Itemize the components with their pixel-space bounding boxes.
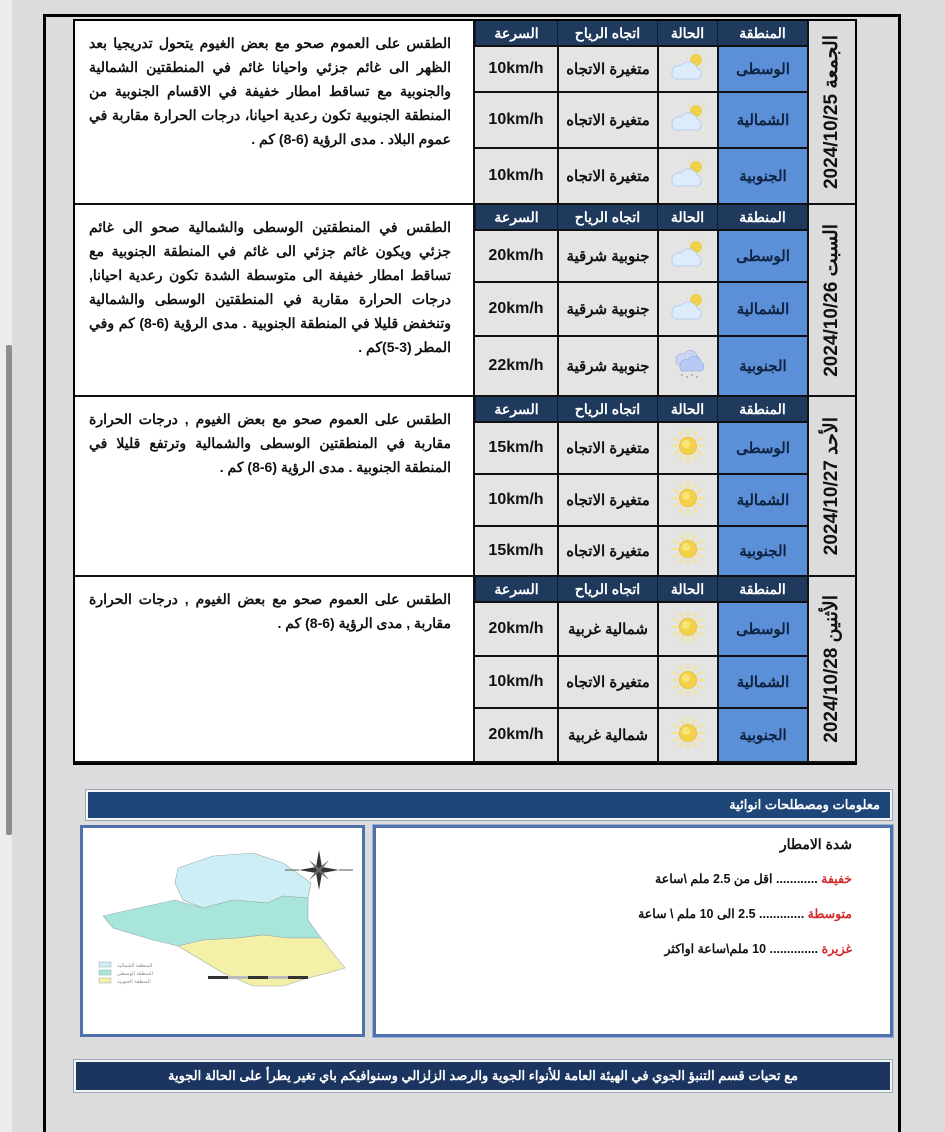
wind-direction-cell: جنوبية شرقية <box>557 283 657 335</box>
map-graphic <box>83 828 362 1034</box>
map-legend <box>99 962 153 985</box>
rain-cloud-icon <box>668 346 708 386</box>
condition-cell <box>657 475 717 525</box>
day-forecast-block <box>75 21 855 205</box>
header-condition: الحالة <box>657 577 717 601</box>
day-date-label: الأحد 2024/10/27 <box>821 416 842 556</box>
legend-south: المنطقة الجنوبية <box>117 979 151 985</box>
sun-icon <box>668 609 708 649</box>
day-forecast-block <box>75 577 855 763</box>
header-condition: الحالة <box>657 205 717 229</box>
day-date-label: السبت 2024/10/26 <box>821 223 842 377</box>
legend-north: المنطقة الشمالية <box>117 963 153 969</box>
partly-cloudy-icon <box>666 236 710 276</box>
wind-speed-cell: 20km/h <box>475 709 557 761</box>
day-description-text: الطقس على العموم صحو مع بعض الغيوم , درجات الحرارة مقاربة في المنطقتين الوسطى والشمالية وترتفع قليلا في المنطقة الجنوبية . مدى الرؤية (6-8) كم . <box>89 411 451 475</box>
table-header-row <box>475 397 807 421</box>
info-section <box>46 777 898 1057</box>
wind-direction-cell: شمالية غربية <box>557 603 657 655</box>
condition-cell <box>657 231 717 281</box>
condition-cell <box>657 93 717 147</box>
table-row <box>475 525 807 575</box>
header-speed: السرعة <box>475 397 557 421</box>
header-region: المنطقة <box>717 397 807 421</box>
header-region: المنطقة <box>717 21 807 45</box>
wind-speed-cell: 10km/h <box>475 149 557 203</box>
day-description-text: الطقس على العموم صحو مع بعض الغيوم يتحول تدريجيا بعد الظهر الى غائم جزئي واحيانا غائم في المنطقتين الشمالية والجنوبية مع تساقط امطار خفيفة في الاقسام الجنوبية من المنطقة الجنوبية تكون رعدية احيانا، درجات الحرارة مقاربة في عموم البلاد . مدى الرؤية (6-8) كم . <box>89 35 451 147</box>
wind-direction-cell: متغيرة الاتجاه <box>557 423 657 473</box>
header-wind-direction: اتجاه الرياح <box>557 205 657 229</box>
forecast-document <box>43 14 901 1132</box>
region-table <box>473 397 807 575</box>
sun-icon <box>668 428 708 468</box>
rain-intensity-heavy: غزيرة .............. 10 ملم\ساعة اواكثر <box>664 942 852 956</box>
rain-intensity-box <box>373 825 893 1037</box>
day-description-cell <box>75 577 473 761</box>
header-condition: الحالة <box>657 21 717 45</box>
header-wind-direction: اتجاه الرياح <box>557 397 657 421</box>
iraq-regions-map <box>80 825 365 1037</box>
table-row <box>475 91 807 147</box>
wind-direction-cell: جنوبية شرقية <box>557 231 657 281</box>
wind-direction-cell: متغيرة الاتجاه <box>557 475 657 525</box>
table-row <box>475 281 807 335</box>
region-cell: الوسطى <box>717 231 807 281</box>
rain-intensity-moderate: متوسطة ............. 2.5 الى 10 ملم \ ساعة <box>638 907 852 921</box>
day-date-cell <box>807 205 855 395</box>
region-cell: الشمالية <box>717 283 807 335</box>
table-row <box>475 335 807 395</box>
day-description-text: الطقس في المنطقتين الوسطى والشمالية صحو الى غائم جزئي ويكون غائم جزئي الى غائم في المنطقة الجنوبية مع تساقط امطار خفيفة الى متوسطة الشدة تكون رعدية احيانا, درجات الحرارة مقاربة في المنطقتين الوسطى والشمالية وتنخفض قليلا في المنطقة الجنوبية . مدى الرؤية (6-8) كم وفي المطر (3-5)كم . <box>89 219 451 355</box>
wind-speed-cell: 10km/h <box>475 93 557 147</box>
wind-speed-cell: 10km/h <box>475 475 557 525</box>
wind-direction-cell: متغيرة الاتجاه <box>557 47 657 91</box>
day-description-cell <box>75 397 473 575</box>
wind-direction-cell: متغيرة الاتجاه <box>557 527 657 575</box>
region-cell: الجنوبية <box>717 527 807 575</box>
day-date-cell <box>807 577 855 761</box>
left-gutter <box>0 0 12 1132</box>
wind-speed-cell: 20km/h <box>475 231 557 281</box>
day-date-label: الجمعة 2024/10/25 <box>821 34 842 190</box>
day-description-cell <box>75 205 473 395</box>
wind-direction-cell: متغيرة الاتجاه <box>557 149 657 203</box>
sun-icon <box>668 531 708 571</box>
table-row <box>475 147 807 203</box>
region-cell: الشمالية <box>717 93 807 147</box>
region-cell: الجنوبية <box>717 337 807 395</box>
table-row <box>475 601 807 655</box>
region-cell: الشمالية <box>717 657 807 707</box>
wind-direction-cell: شمالية غربية <box>557 709 657 761</box>
condition-cell <box>657 423 717 473</box>
region-cell: الوسطى <box>717 423 807 473</box>
header-region: المنطقة <box>717 205 807 229</box>
header-speed: السرعة <box>475 205 557 229</box>
region-cell: الوسطى <box>717 47 807 91</box>
condition-cell <box>657 149 717 203</box>
wind-speed-cell: 22km/h <box>475 337 557 395</box>
condition-cell <box>657 603 717 655</box>
header-wind-direction: اتجاه الرياح <box>557 577 657 601</box>
region-table <box>473 205 807 395</box>
header-wind-direction: اتجاه الرياح <box>557 21 657 45</box>
header-speed: السرعة <box>475 577 557 601</box>
sun-icon <box>668 662 708 702</box>
partly-cloudy-icon <box>666 289 710 329</box>
partly-cloudy-icon <box>666 49 710 89</box>
footer-text: مع تحيات قسم التنبؤ الجوي في الهيئة العامة للأنواء الجوية والرصد الزلزالي وسنوافيكم باي تغير يطرأ على الحالة الجوية <box>167 1068 798 1083</box>
wind-speed-cell: 20km/h <box>475 603 557 655</box>
condition-cell <box>657 527 717 575</box>
condition-cell <box>657 47 717 91</box>
rain-intensity-light: خفيفة ............ اقل من 2.5 ملم \ساعة <box>655 872 852 886</box>
wind-speed-cell: 10km/h <box>475 657 557 707</box>
region-table <box>473 577 807 761</box>
condition-cell <box>657 283 717 335</box>
day-forecast-block <box>75 397 855 577</box>
table-header-row <box>475 21 807 45</box>
header-condition: الحالة <box>657 397 717 421</box>
region-cell: الشمالية <box>717 475 807 525</box>
region-cell: الوسطى <box>717 603 807 655</box>
rain-intensity-title: شدة الامطار <box>779 836 852 852</box>
sun-icon <box>668 480 708 520</box>
day-description-text: الطقس على العموم صحو مع بعض الغيوم , درجات الحرارة مقاربة , مدى الرؤية (6-8) كم . <box>89 591 451 631</box>
condition-cell <box>657 709 717 761</box>
table-row <box>475 229 807 281</box>
legend-central: المنطقة الوسطى <box>117 971 153 977</box>
info-section-header <box>86 790 892 820</box>
partly-cloudy-icon <box>666 156 710 196</box>
vertical-scrollbar-thumb[interactable] <box>6 345 12 835</box>
table-row <box>475 45 807 91</box>
wind-direction-cell: متغيرة الاتجاه <box>557 657 657 707</box>
wind-speed-cell: 15km/h <box>475 423 557 473</box>
region-cell: الجنوبية <box>717 709 807 761</box>
table-header-row <box>475 205 807 229</box>
day-description-cell <box>75 21 473 203</box>
table-row <box>475 473 807 525</box>
region-cell: الجنوبية <box>717 149 807 203</box>
condition-cell <box>657 657 717 707</box>
header-speed: السرعة <box>475 21 557 45</box>
table-row <box>475 655 807 707</box>
table-row <box>475 421 807 473</box>
header-region: المنطقة <box>717 577 807 601</box>
wind-direction-cell: جنوبية شرقية <box>557 337 657 395</box>
info-section-title: معلومات ومصطلحات انوائية <box>729 797 880 812</box>
wind-speed-cell: 20km/h <box>475 283 557 335</box>
partly-cloudy-icon <box>666 100 710 140</box>
day-date-cell <box>807 21 855 203</box>
map-scale-bar <box>208 976 308 979</box>
footer-bar <box>74 1060 892 1092</box>
region-table <box>473 21 807 203</box>
day-date-cell <box>807 397 855 575</box>
day-date-label: الأثنين 2024/10/28 <box>821 595 842 743</box>
wind-speed-cell: 10km/h <box>475 47 557 91</box>
condition-cell <box>657 337 717 395</box>
day-forecast-block <box>75 205 855 397</box>
wind-direction-cell: متغيرة الاتجاه <box>557 93 657 147</box>
table-header-row <box>475 577 807 601</box>
forecast-table <box>73 19 857 765</box>
wind-speed-cell: 15km/h <box>475 527 557 575</box>
sun-icon <box>668 715 708 755</box>
table-row <box>475 707 807 761</box>
